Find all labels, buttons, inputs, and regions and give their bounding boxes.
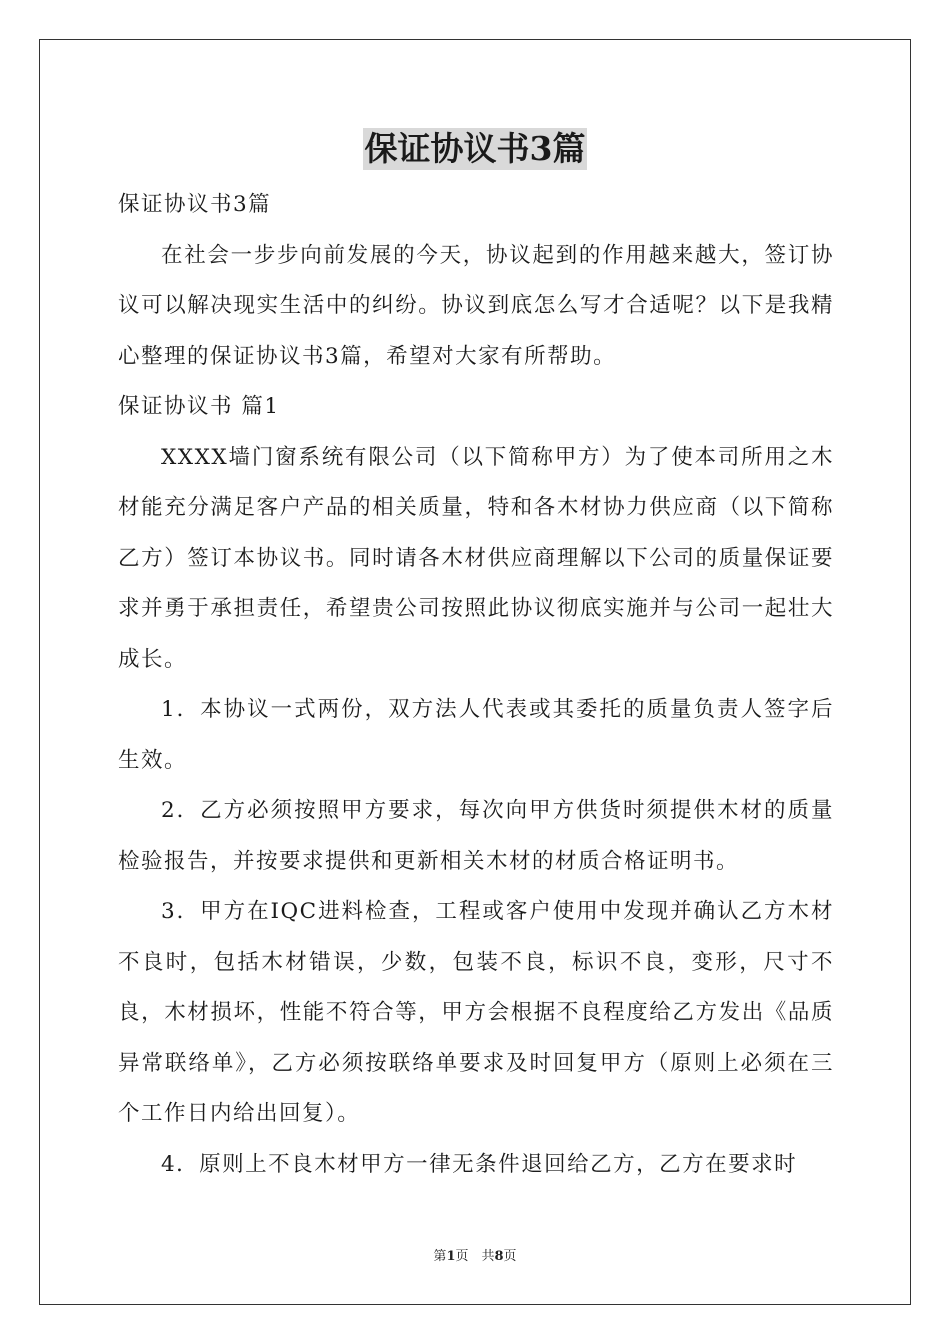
- paragraph: 3．甲方在IQC进料检查，工程或客户使用中发现并确认乙方木材不良时，包括木材错误，少数，包装不良，标识不良，变形，尺寸不良，木材损坏，性能不符合等，甲方会根据不良程度给乙方发出《品质异常联络单》，乙方必须按联络单要求及时回复甲方（原则上必须在三个工作日内给出回复）。: [118, 899, 834, 1126]
- paragraph: 4．原则上不良木材甲方一律无条件退回给乙方，乙方在要求时: [161, 1151, 798, 1177]
- paragraph: 1．本协议一式两份，双方法人代表或其委托的质量负责人签字后生效。: [118, 697, 834, 773]
- document-body: [118, 180, 834, 1190]
- title-container: [0, 128, 950, 170]
- footer-prefix: 第: [433, 1249, 447, 1264]
- section-heading: 保证协议书 篇1: [118, 394, 280, 419]
- paragraph: XXXX墙门窗系统有限公司（以下简称甲方）为了使本司所用之木材能充分满足客户产品的相关质量，特和各木材协力供应商（以下简称乙方）签订本协议书。同时请各木材供应商理解以下公司的质量保证要求并勇于承担责任，希望贵公司按照此协议彻底实施并与公司一起壮大成长。: [118, 444, 834, 672]
- total-page-number: 8: [494, 1249, 504, 1264]
- paragraph: 保证协议书3篇: [118, 192, 272, 217]
- current-page-number: 1: [446, 1249, 456, 1264]
- paragraph: 2．乙方必须按照甲方要求，每次向甲方供货时须提供木材的质量检验报告，并按要求提供和更新相关木材的材质合格证明书。: [118, 798, 834, 874]
- page-footer: [0, 1245, 950, 1264]
- paragraph: 在社会一步步向前发展的今天，协议起到的作用越来越大，签订协议可以解决现实生活中的纠纷。协议到底怎么写才合适呢？以下是我精心整理的保证协议书3篇，希望对大家有所帮助。: [118, 242, 834, 369]
- footer-suffix: 页: [503, 1249, 517, 1264]
- footer-mid: 页 共: [455, 1249, 495, 1264]
- document-title: 保证协议书3篇: [364, 129, 586, 168]
